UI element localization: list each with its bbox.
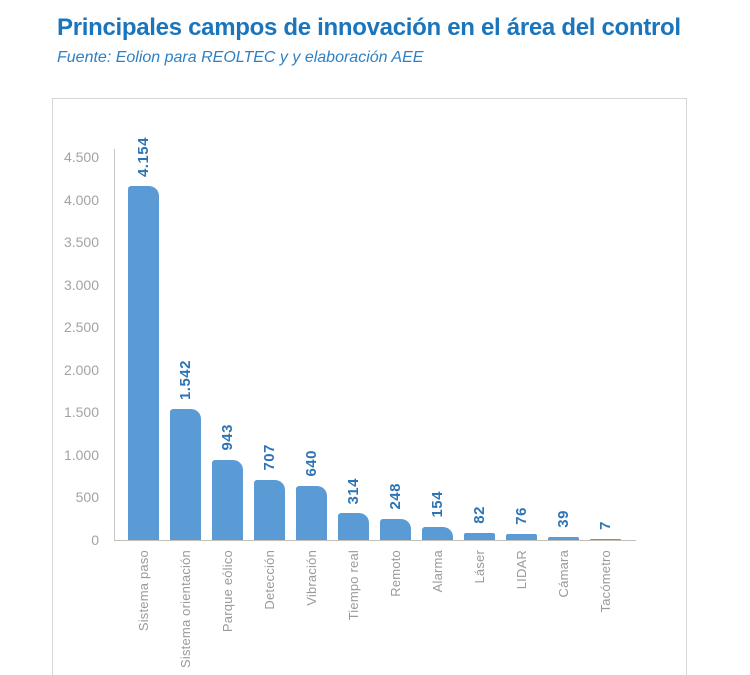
category-label: Tiempo real	[346, 550, 361, 621]
category-label: Remoto	[388, 550, 403, 597]
bar-group	[506, 149, 537, 590]
bar	[128, 186, 159, 540]
y-tick-label: 1.500	[63, 404, 99, 421]
bar-value-label: 640	[303, 450, 320, 477]
y-tick-label: 3.500	[63, 234, 99, 251]
category-label: Alarma	[430, 550, 445, 593]
category-label: Láser	[472, 550, 487, 584]
bar	[338, 513, 369, 540]
y-tick-label: 2.000	[63, 361, 99, 378]
bar-group	[128, 137, 159, 632]
y-tick-label: 1.000	[63, 446, 99, 463]
source-subtitle: Fuente: Eolion para REOLTEC y y elaboración AEE	[57, 49, 424, 66]
bar	[296, 486, 327, 540]
page-title: Principales campos de innovación en el área del control	[57, 14, 681, 41]
bar-group	[296, 149, 327, 606]
bar	[170, 409, 201, 540]
y-tick-label: 4.000	[63, 191, 99, 208]
category-label: Parque eólico	[220, 550, 235, 633]
y-tick-label: 0	[91, 532, 99, 548]
chart-card	[52, 98, 687, 675]
plot-area	[63, 137, 636, 668]
bar	[422, 527, 453, 540]
bar	[506, 534, 537, 540]
bar-value-label: 7	[597, 521, 614, 530]
category-label: Sistema orientación	[178, 550, 193, 668]
bar-group	[422, 149, 453, 593]
bar-value-label: 4.154	[135, 137, 152, 178]
bar	[380, 519, 411, 540]
bar-group	[170, 149, 201, 668]
bar	[254, 480, 285, 540]
bar-value-label: 314	[345, 477, 362, 505]
y-tick-label: 500	[75, 489, 99, 506]
bar	[212, 460, 243, 540]
bar-group	[464, 149, 495, 584]
category-label: Tacómetro	[598, 550, 613, 613]
bar	[548, 537, 579, 540]
category-label: Detección	[262, 550, 277, 610]
bar-group	[254, 149, 285, 610]
bar-value-label: 1.542	[177, 359, 194, 400]
bar	[590, 539, 621, 540]
bar	[464, 533, 495, 540]
bar-group	[212, 149, 243, 633]
category-label: Cámara	[556, 550, 571, 598]
bar-group	[590, 149, 621, 613]
bar-group	[548, 149, 579, 598]
category-label: LIDAR	[514, 550, 529, 590]
bar-value-label: 154	[429, 491, 446, 518]
bar-group	[380, 149, 411, 597]
bar-value-label: 76	[513, 506, 530, 525]
y-tick-label: 4.500	[63, 149, 99, 165]
bar-value-label: 248	[387, 483, 404, 510]
bar-group	[338, 149, 369, 621]
bar-value-label: 707	[261, 444, 278, 471]
category-label: Sistema paso	[136, 550, 151, 632]
y-tick-label: 3.000	[63, 276, 99, 293]
bar-value-label: 39	[555, 510, 572, 528]
bar-value-label: 943	[219, 424, 236, 451]
chart-header	[57, 14, 717, 67]
y-tick-label: 2.500	[63, 319, 99, 336]
category-label: Vibración	[304, 550, 319, 606]
bar-value-label: 82	[471, 506, 488, 525]
